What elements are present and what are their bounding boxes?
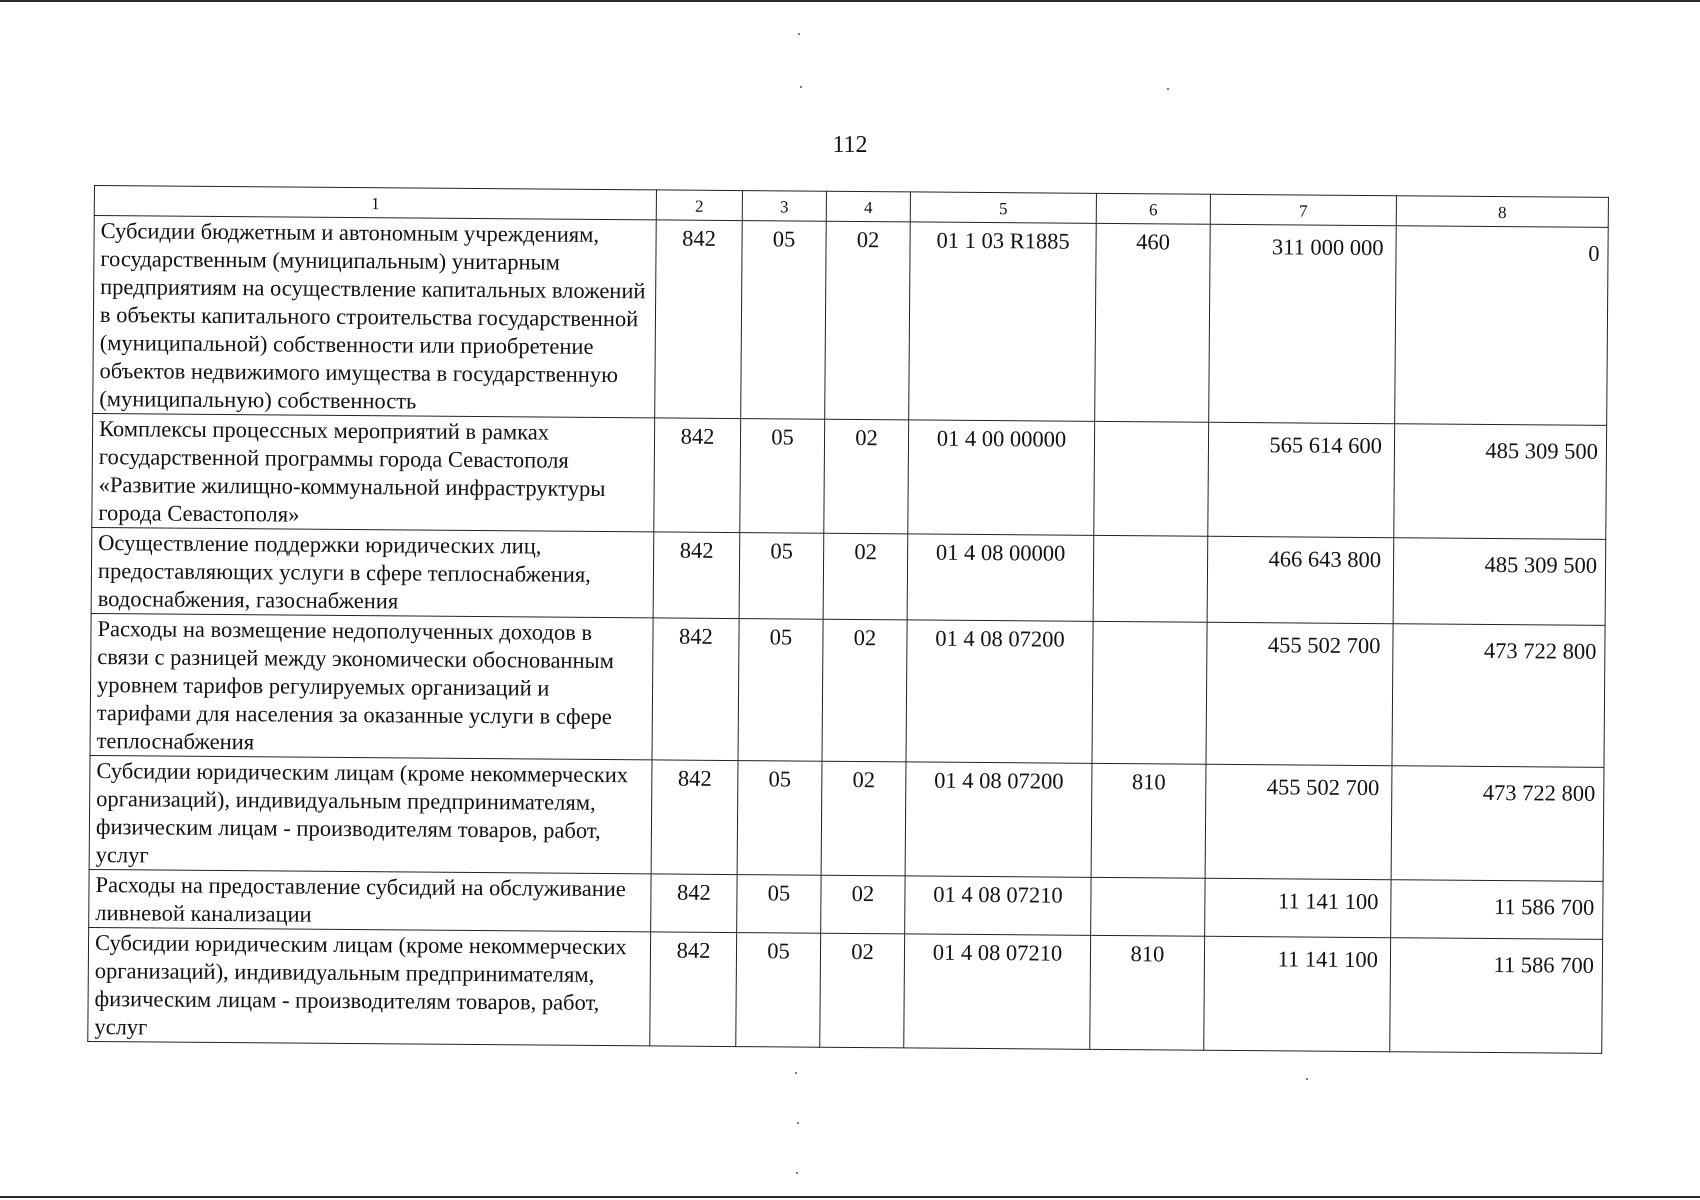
table-row [90, 613, 1605, 767]
amount-col8: 485 309 500 [1394, 424, 1607, 540]
expense-name: Субсидии бюджетным и автономным учреждениям, государственным (муниципальным) унитарным предприятиям на осуществление капитальных вложений в объекты капитального строительства государственной (муниципальной) собственности или приобретение объектов недвижимого имущества в государственную (муниципальную) собственность [93, 216, 657, 418]
subsection-code: 02 [825, 221, 911, 420]
amount-col7: 455 502 700 [1206, 622, 1393, 765]
subsection-code: 02 [824, 419, 909, 534]
amount-col8: 11 586 700 [1391, 880, 1603, 940]
table-row [93, 216, 1609, 426]
amount-col8: 0 [1395, 226, 1609, 426]
section-code: 05 [737, 761, 822, 876]
table-row [92, 413, 1607, 539]
expense-name: Комплексы процессных мероприятий в рамках государственной программы города Севастополя «Развитие жилищно-коммунальной инфраструктуры города Севастополя» [92, 413, 655, 531]
target-article-code: 01 4 08 07200 [905, 762, 1092, 877]
column-header: 6 [1096, 193, 1210, 224]
target-article-code: 01 4 08 07200 [906, 620, 1093, 763]
target-article-code: 01 4 00 00000 [908, 420, 1095, 535]
column-header: 8 [1396, 196, 1608, 228]
target-article-code: 01 4 08 07210 [905, 876, 1091, 935]
amount-col7: 565 614 600 [1208, 422, 1395, 537]
target-article-code: 01 4 08 00000 [907, 534, 1094, 621]
subsection-code: 02 [822, 619, 907, 762]
scan-speck [1306, 1078, 1308, 1080]
expense-type-code [1091, 877, 1205, 936]
grbs-code: 842 [652, 618, 739, 761]
scan-edge-top [0, 0, 1700, 2]
table-row [91, 527, 1606, 625]
scan-speck [795, 1072, 797, 1074]
amount-col7: 11 141 100 [1204, 936, 1391, 1051]
column-header: 2 [656, 190, 742, 221]
scan-speck [797, 1122, 799, 1124]
scan-edge-bottom [0, 1196, 1700, 1198]
expense-type-code: 810 [1090, 935, 1205, 1050]
table-row [89, 755, 1604, 881]
grbs-code: 842 [650, 932, 737, 1047]
scan-speck [1167, 88, 1169, 90]
budget-table [87, 185, 1609, 1054]
section-code: 05 [737, 875, 821, 934]
subsection-code: 02 [823, 533, 908, 620]
section-code: 05 [738, 619, 823, 762]
subsection-code: 02 [820, 933, 905, 1048]
column-header: 1 [94, 186, 656, 220]
column-header: 3 [742, 191, 826, 222]
expense-name: Расходы на возмещение недополученных доходов в связи с разницей между экономически обоснованным уровнем тарифов регулируемых организаций и тарифами для населения за оказанные услуги в сфере теплоснабжения [90, 613, 653, 759]
section-code: 05 [741, 221, 827, 420]
amount-col8: 473 722 800 [1392, 624, 1605, 768]
amount-col7: 455 502 700 [1205, 764, 1392, 879]
expense-type-code [1093, 535, 1208, 622]
subsection-code: 02 [821, 875, 905, 934]
grbs-code: 842 [653, 532, 740, 619]
grbs-code: 842 [655, 220, 743, 419]
expense-type-code: 460 [1095, 223, 1211, 422]
expense-type-code [1092, 621, 1207, 764]
amount-col8: 485 309 500 [1393, 538, 1606, 626]
column-header: 5 [910, 192, 1096, 223]
grbs-code: 842 [654, 418, 741, 533]
grbs-code: 842 [651, 874, 737, 933]
expense-name: Расходы на предоставление субсидий на обслуживание ливневой канализации [89, 869, 651, 931]
expense-type-code [1094, 421, 1209, 536]
amount-col7: 466 643 800 [1207, 536, 1394, 623]
section-code: 05 [740, 419, 825, 534]
expense-name: Осуществление поддержки юридических лиц, предоставляющих услуги в сфере теплоснабжения, водоснабжения, газоснабжения [91, 527, 654, 617]
target-article-code: 01 4 08 07210 [904, 934, 1091, 1049]
section-code: 05 [739, 533, 824, 620]
expense-name: Субсидии юридическим лицам (кроме некоммерческих организаций), индивидуальным предпринимателям, физическим лицам - производителям товаров, работ, услуг [89, 755, 652, 873]
column-header: 4 [826, 191, 910, 222]
scan-speck [800, 86, 802, 88]
grbs-code: 842 [651, 760, 738, 875]
expense-type-code: 810 [1091, 763, 1206, 878]
target-article-code: 01 1 03 R1885 [909, 222, 1097, 421]
amount-col8: 473 722 800 [1391, 766, 1604, 882]
section-code: 05 [736, 933, 821, 1048]
scan-speck [798, 33, 800, 35]
column-header: 7 [1210, 194, 1396, 225]
scan-speck [796, 1172, 798, 1174]
amount-col7: 11 141 100 [1205, 878, 1391, 937]
page-number: 112 [832, 132, 868, 158]
amount-col7: 311 000 000 [1209, 224, 1397, 423]
expense-name: Субсидии юридическим лицам (кроме некоммерческих организаций), индивидуальным предпринимателям, физическим лицам - производителям товаров, работ, услуг [88, 927, 651, 1045]
table-row [88, 927, 1603, 1053]
subsection-code: 02 [821, 761, 906, 876]
amount-col8: 11 586 700 [1390, 938, 1603, 1054]
